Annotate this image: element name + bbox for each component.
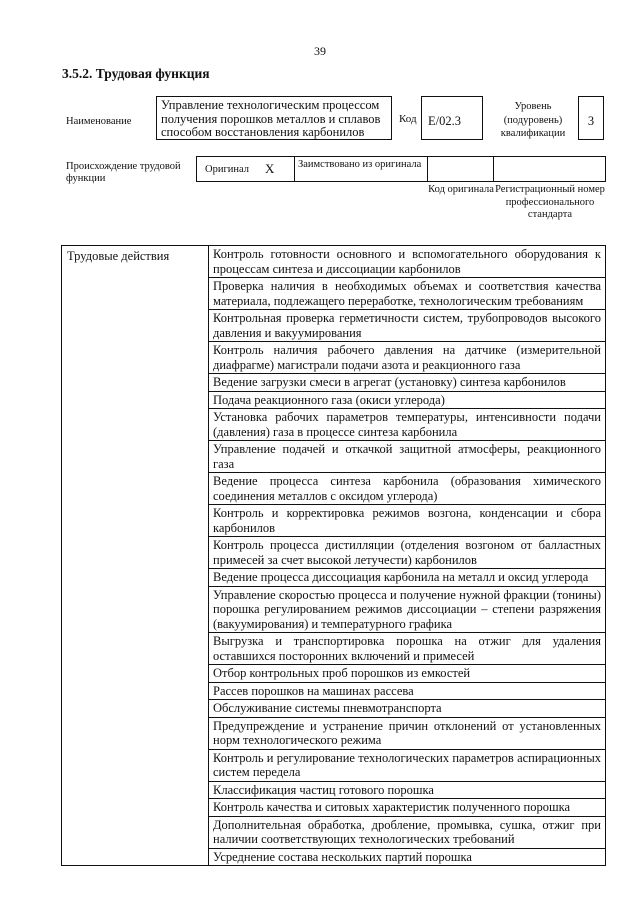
code-original-caption: Код оригинала: [428, 184, 494, 195]
labor-actions-table: [61, 245, 606, 866]
function-name-box: Управление технологическим процессом получения порошков металлов и сплавов способом восстановления карбонилов: [156, 96, 392, 140]
origin-row: [196, 156, 606, 182]
labor-action-item: Контроль наличия рабочего давления на датчике (измерительной диафрагме) магистрали подачи азота и реакционного газа: [209, 342, 606, 374]
labor-action-item: Классификация частиц готового порошка: [209, 781, 606, 799]
labor-action-item: Управление подачей и откачкой защитной атмосферы, реакционного газа: [209, 441, 606, 473]
labor-action-item: Ведение загрузки смеси в агрегат (установку) синтеза карбонилов: [209, 374, 606, 392]
labor-action-item: Выгрузка и транспортировка порошка на отжиг для удаления оставшихся посторонних включений и примесей: [209, 633, 606, 665]
labor-action-item: Управление скоростью процесса и получение нужной фракции (тонины) порошка регулированием режимов диссоциации – степени разряжения (вакуумирования) и температурного графика: [209, 586, 606, 633]
reg-number-cell: [493, 156, 606, 182]
original-mark: X: [265, 161, 275, 176]
naimenovanie-label: Наименование: [66, 116, 132, 127]
labor-action-item: Ведение процесса синтеза карбонила (образования химического соединения металлов с оксидом углерода): [209, 473, 606, 505]
borrowed-cell: Заимствовано из оригинала: [294, 156, 427, 182]
level-label: Уровень (подуровень) квалификации: [500, 101, 566, 139]
labor-action-item: Контроль и регулирование технологических параметров аспирационных систем передела: [209, 749, 606, 781]
labor-action-item: Дополнительная обработка, дробление, промывка, сушка, отжиг при наличии соответствующих технологических требований: [209, 816, 606, 848]
labor-action-item: Усреднение состава нескольких партий порошка: [209, 848, 606, 866]
original-cell: [196, 156, 294, 182]
labor-action-item: Обслуживание системы пневмотранспорта: [209, 700, 606, 718]
page-number: 39: [314, 44, 326, 58]
labor-action-item: Предупреждение и устранение причин отклонений от установленных норм технологического режима: [209, 717, 606, 749]
code-label: Код: [399, 113, 417, 125]
labor-action-item: Контроль и корректировка режимов возгона, конденсации и сбора карбонилов: [209, 505, 606, 537]
level-box: 3: [578, 96, 604, 140]
labor-action-item: Подача реакционного газа (окиси углерода): [209, 391, 606, 409]
code-box: E/02.3: [421, 96, 483, 140]
reg-number-caption: Регистрационный номер профессионального стандарта: [495, 184, 605, 220]
labor-action-item: Контрольная проверка герметичности систем, трубопроводов высокого давления и вакуумирования: [209, 310, 606, 342]
labor-action-item: Ведение процесса диссоциация карбонила на металл и оксид углерода: [209, 569, 606, 587]
original-label: Оригинал: [205, 163, 249, 175]
labor-action-item: Контроль качества и ситовых характеристик полученного порошка: [209, 799, 606, 817]
labor-actions-header: Трудовые действия: [62, 246, 209, 866]
labor-action-item: Установка рабочих параметров температуры, интенсивности подачи (давления) газа в процессе синтеза карбонила: [209, 409, 606, 441]
origin-label: Происхождение трудовой функции: [66, 161, 181, 184]
labor-action-item: Отбор контрольных проб порошков из емкостей: [209, 665, 606, 683]
labor-action-item: Проверка наличия в необходимых объемах и соответствия качества материала, подлежащего переработке, технологическим требованиям: [209, 278, 606, 310]
labor-action-item: Рассев порошков на машинах рассева: [209, 682, 606, 700]
section-title: 3.5.2. Трудовая функция: [62, 66, 210, 81]
table-row: [62, 246, 606, 278]
labor-action-item: Контроль готовности основного и вспомогательного оборудования к процессам синтеза и диссоциации карбонилов: [209, 246, 606, 278]
labor-action-item: Контроль процесса дистилляции (отделения возгоном от балластных примесей за счет высокой летучести) карбонилов: [209, 537, 606, 569]
original-code-cell: [427, 156, 493, 182]
